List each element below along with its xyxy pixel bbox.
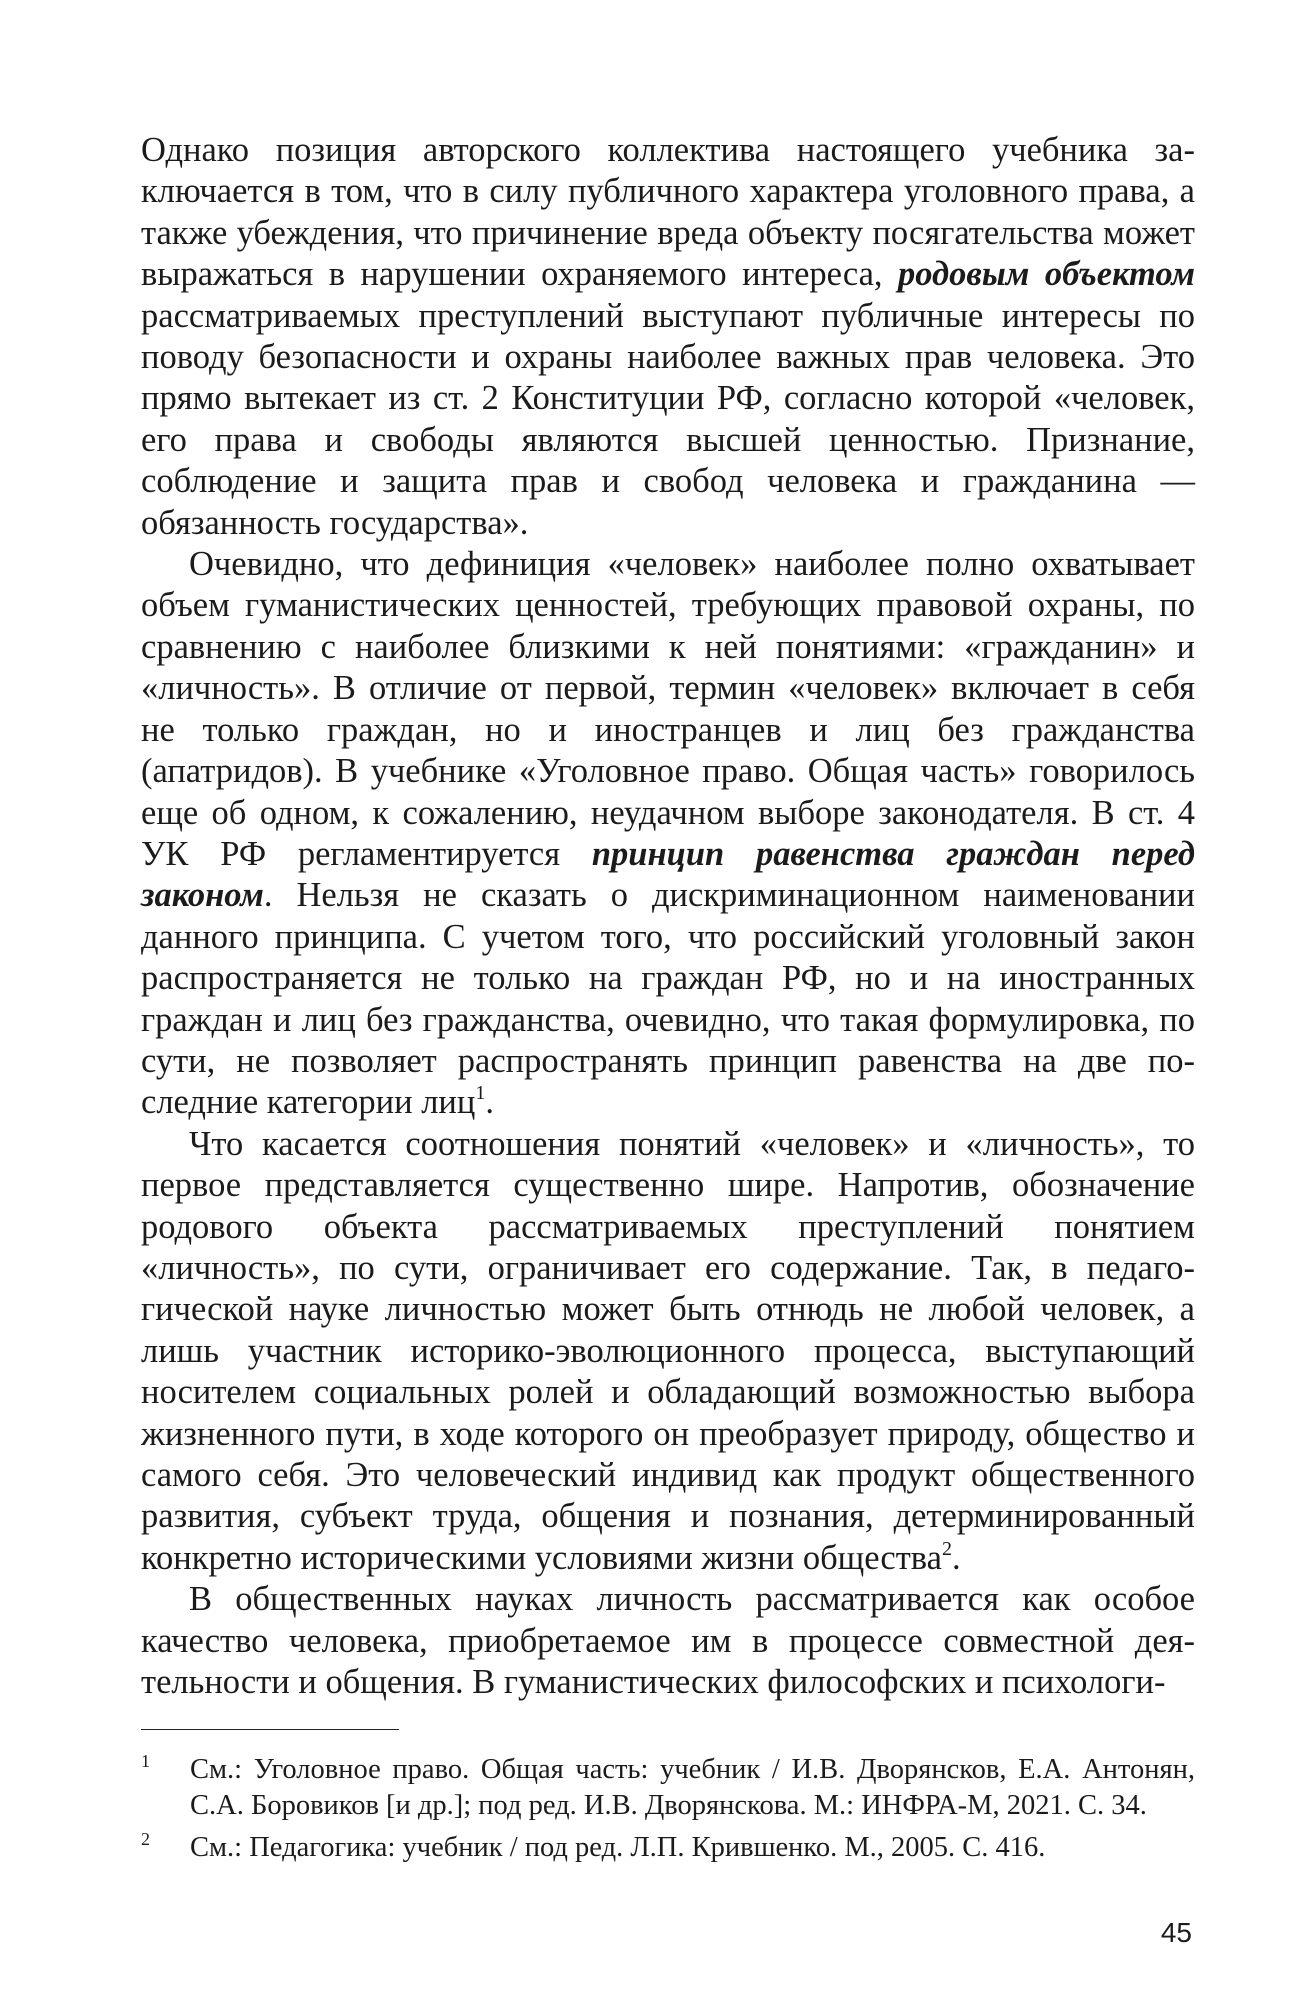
footnote-2 xyxy=(141,1830,1195,1866)
footnotes xyxy=(141,1752,1195,1872)
paragraph-2-tail: . Нельзя не сказать о дискриминационном наименовании данного принципа. С учетом того, что российский уголовный закон распространяется не только на граждан РФ, но и на иностранных граждан и лиц без гражданства, очевидно, что такая формулировка, по сути, не позволяет распространять принцип равенства на две последние категории лиц xyxy=(141,876,1195,1122)
paragraph-1-tail: рассматриваемых преступлений выступают публичные интересы по поводу безопасности и охраны наиболее важных прав человека. Это прямо вытекает из ст. 2 Конституции РФ, согласно которой «человек, его права и свободы являются высшей ценностью. Признание, соблюдение и защита прав и свобод человека и гражданина — обязанность государства». xyxy=(141,296,1195,542)
paragraph-4 xyxy=(141,1579,1195,1703)
paragraph-3 xyxy=(141,1124,1195,1579)
footnote-2-text: См.: Педагогика: учебник / под ред. Л.П. Крившенко. М., 2005. С. 416. xyxy=(190,1832,1046,1863)
footnote-2-number: 2 xyxy=(141,1829,150,1849)
paragraph-1-emphasis: родовым объектом xyxy=(898,255,1195,294)
footnote-ref-1[interactable]: 1 xyxy=(475,1082,486,1105)
main-text xyxy=(141,130,1195,1703)
paragraph-2-end: . xyxy=(485,1083,494,1122)
paragraph-2-emphasis: принцип равенства граждан перед законом xyxy=(141,834,1195,915)
page-number: 45 xyxy=(1160,1917,1192,1948)
footnote-1 xyxy=(141,1752,1195,1824)
paragraph-4-text: В общественных науках личность рассматривается как особое качество человека, приобретаемое им в процессе совместной деятельности и общения. В гуманистических философских и психологи- xyxy=(141,1580,1195,1702)
paragraph-3-end: . xyxy=(951,1538,961,1577)
paragraph-2-text: Очевидно, что дефиниция «человек» наиболее полно охватывает объем гуманистических ценностей, требующих правовой охраны, по сравнению с наиболее близкими к ней понятиями: «гражданин» и «личность». В отличие от первой, термин «человек» включает в себя не только граждан, но и иностранцев и лиц без гражданства (апатридов). В учебнике «Уголовное право. Общая часть» говорилось еще об одном, к сожалению, неудачном выборе законодателя. В ст. 4 УК РФ регламентируется xyxy=(141,545,1195,873)
paragraph-1 xyxy=(141,130,1195,544)
footnote-1-number: 1 xyxy=(141,1751,150,1771)
paragraph-1-text: Однако позиция авторского коллектива настоящего учебника заключается в том, что в силу публичного характера уголовного права, а также убеждения, что причинение вреда объекту посягательства может выражаться в нарушении охраняемого интереса, xyxy=(141,131,1195,294)
paragraph-2 xyxy=(141,544,1195,1124)
paragraph-3-text: Что касается соотношения понятий «человек» и «личность», то первое представляется существенно шире. Напротив, обозначение родового объекта рассматриваемых преступлений понятием «личность», по сути, ограничивает его содержание. Так, в педагогической науке личностью может быть отнюдь не любой человек, а лишь участник историко-эволюционного процесса, выступающий носителем социальных ролей и обладающий возможностью выбора жизненного пути, в ходе которого он преобразует природу, общество и самого себя. Это человеческий индивид как продукт общественного развития, субъект труда, общения и познания, детерминированный конкретно историческими условиями жизни общества xyxy=(141,1124,1195,1577)
footnote-ref-2[interactable]: 2 xyxy=(941,1537,952,1560)
footnote-1-text: См.: Уголовное право. Общая часть: учебник / И.В. Дворянсков, Е.А. Антонян, С.А. Боровиков [и др.]; под ред. И.В. Дворянскова. М.: ИНФРА-М, 2021. С. 34. xyxy=(190,1754,1195,1821)
footnote-divider xyxy=(141,1729,399,1730)
